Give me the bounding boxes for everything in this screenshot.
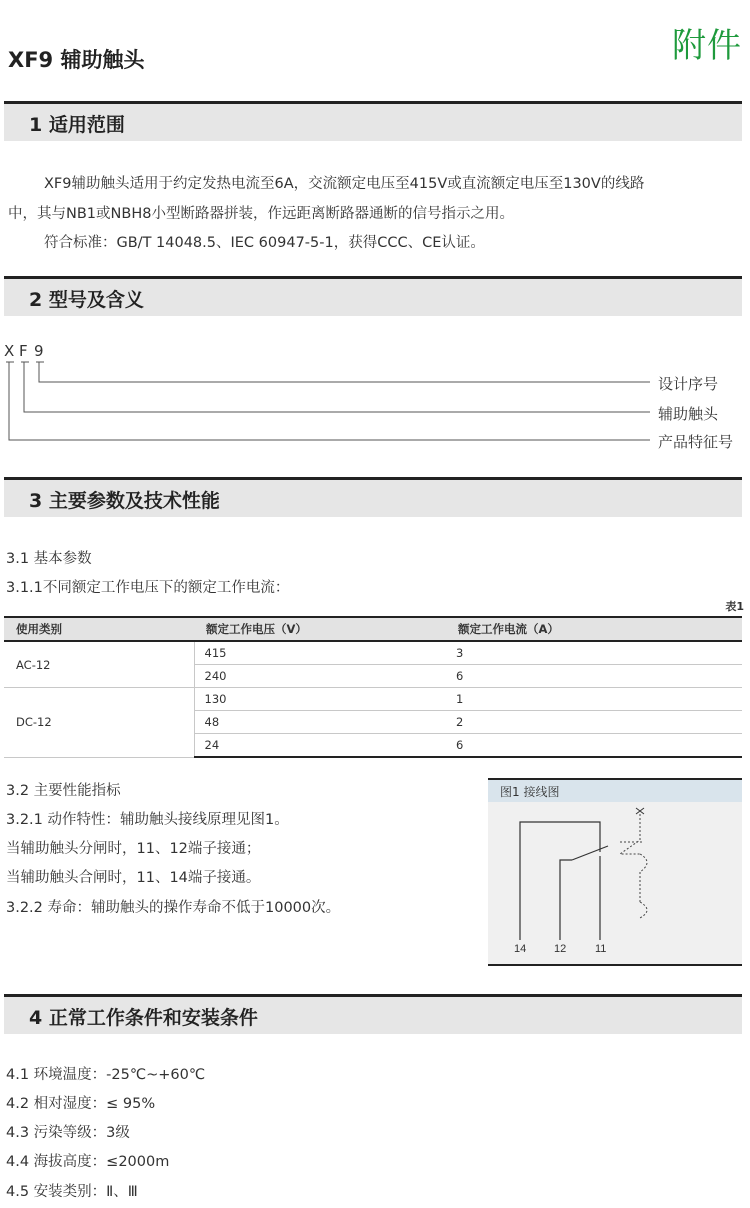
model-scheme [0,340,750,460]
table-header-row [4,617,742,641]
rated-current-table [4,616,742,758]
table-row [4,641,742,665]
wiring-diagram [488,802,742,964]
model-scheme-lines [0,340,750,460]
condition-install-category: 4.5 安装类别：Ⅱ、Ⅲ [6,1184,138,1200]
terminal-12-label: 12 [554,943,567,955]
terminal-14-label: 14 [514,943,527,955]
section-header-scope [4,101,742,141]
perf-action: 3.2.1 动作特性：辅助触头接线原理见图1。 [6,812,289,828]
current-cell: 3 [446,641,742,665]
category-cell: AC-12 [4,641,194,688]
model-label-aux-contact: 辅助触头 [658,405,719,423]
perf-close: 当辅助触头合闸时，11、14端子接通。 [6,870,261,886]
voltage-cell: 415 [194,641,446,665]
model-code-9: 9 [34,342,44,360]
figure-caption: 图1 接线图 [500,785,560,799]
category-tag: 附件 [672,26,742,66]
model-label-serial: 设计序号 [658,375,719,393]
condition-temperature: 4.1 环境温度：-25℃~+60℃ [6,1067,206,1083]
voltage-cell: 24 [194,734,446,758]
params-sub1: 3.1 基本参数 [6,551,92,567]
model-code-x: X [4,342,15,360]
wiring-diagram-figure [488,778,742,966]
current-cell: 2 [446,711,742,734]
current-cell: 6 [446,734,742,758]
perf-open: 当辅助触头分闸时，11、12端子接通； [6,841,261,857]
current-cell: 6 [446,665,742,688]
model-label-feature: 产品特征号 [658,433,734,451]
current-cell: 1 [446,688,742,711]
condition-humidity: 4.2 相对湿度：≤ 95% [6,1096,156,1112]
table-label: 表1 [725,600,744,613]
perf-heading: 3.2 主要性能指标 [6,783,121,799]
table-header-cell: 使用类别 [4,617,194,641]
section-title: 3 主要参数及技术性能 [29,490,220,512]
terminal-11-label: 11 [595,943,607,955]
scope-line-3: 符合标准：GB/T 14048.5、IEC 60947-5-1，获得CCC、CE认证。 [44,235,485,251]
section-header-conditions [4,994,742,1034]
section-header-params [4,477,742,517]
figure-caption-bar [488,780,742,802]
section-title: 2 型号及含义 [29,289,144,311]
scope-line-1: XF9辅助触头适用于约定发热电流至6A，交流额定电压至415V或直流额定电压至130V的线路 [44,176,645,192]
model-code-f: F [19,342,28,360]
voltage-cell: 48 [194,711,446,734]
table-row [4,688,742,711]
condition-altitude: 4.4 海拔高度：≤2000m [6,1154,170,1170]
scope-line-2: 中，其与NB1或NBH8小型断路器拼装，作远距离断路器通断的信号指示之用。 [8,206,514,222]
voltage-cell: 130 [194,688,446,711]
perf-life: 3.2.2 寿命：辅助触头的操作寿命不低于10000次。 [6,900,341,916]
table-header-cell: 额定工作电流（A） [446,617,742,641]
voltage-cell: 240 [194,665,446,688]
section-header-model [4,276,742,316]
condition-pollution: 4.3 污染等级：3级 [6,1125,130,1141]
section-title: 4 正常工作条件和安装条件 [29,1007,258,1029]
page-title: XF9 辅助触头 [8,48,145,72]
section-title: 1 适用范围 [29,114,125,136]
params-sub2: 3.1.1不同额定工作电压下的额定工作电流： [6,580,290,596]
table-header-cell: 额定工作电压（V） [194,617,446,641]
category-cell: DC-12 [4,688,194,758]
